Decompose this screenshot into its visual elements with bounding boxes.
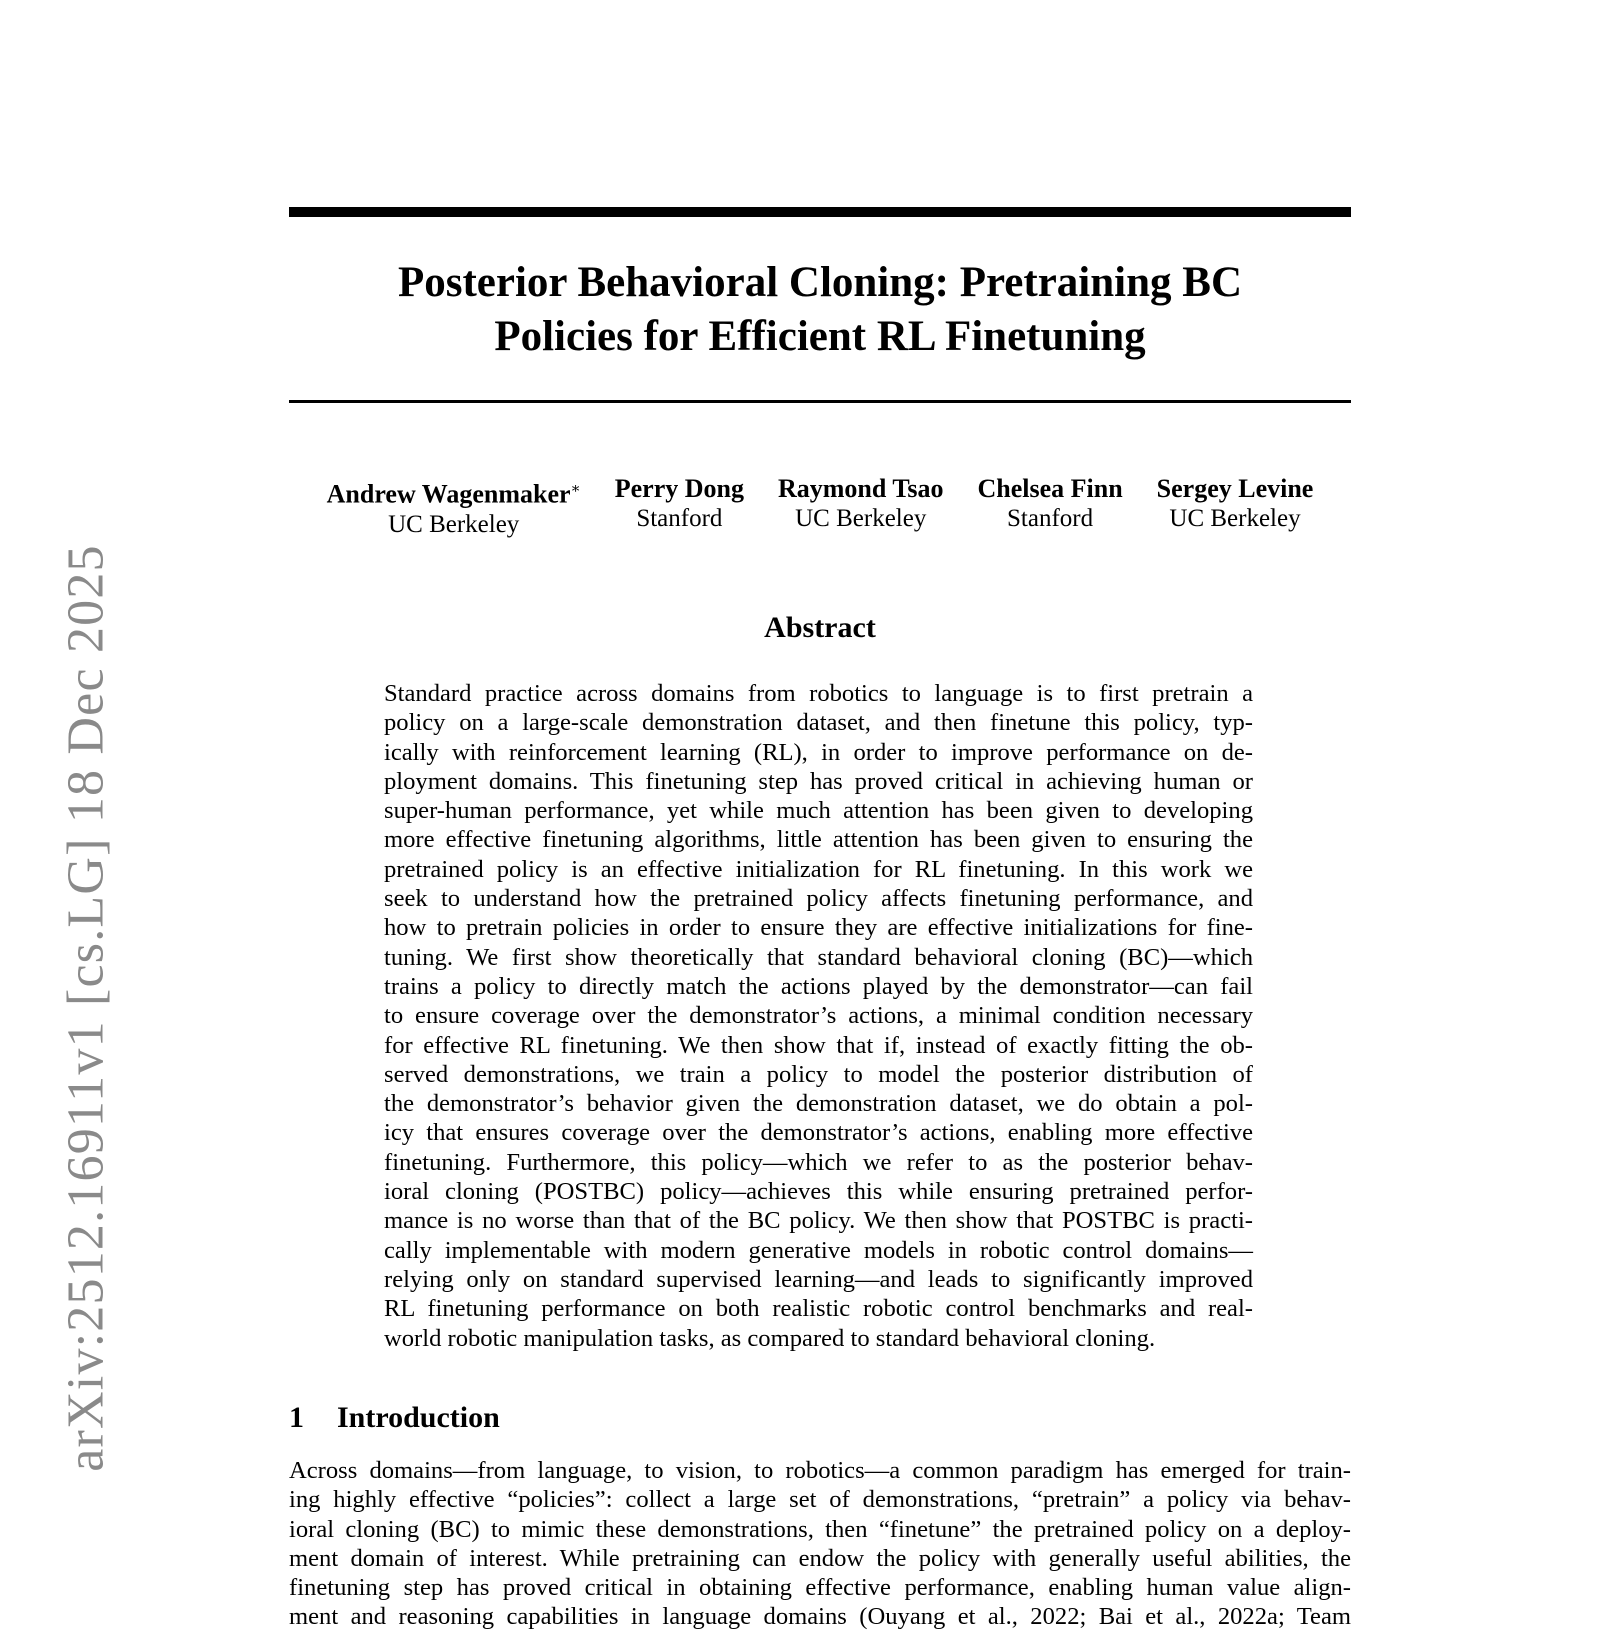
abstract-line: mance is no worse than that of the BC policy. We then show that POSTBC is practi- xyxy=(384,1207,1253,1235)
arxiv-identifier-stamp: arXiv:2512.16911v1 [cs.LG] 18 Dec 2025 xyxy=(57,544,115,1472)
author-affiliation: UC Berkeley xyxy=(795,505,927,532)
abstract-line: trains a policy to directly match the actions played by the demonstrator—can fail xyxy=(384,972,1253,1000)
author-name: Sergey Levine xyxy=(1156,474,1314,503)
abstract-line: ically with reinforcement learning (RL), in order to improve performance on de- xyxy=(384,738,1253,766)
body-line: ment and reasoning capabilities in language domains (Ouyang et al., 2022; Bai et al., 2022a; Team xyxy=(289,1603,1351,1631)
abstract-line: tuning. We first show theoretically that standard behavioral cloning (BC)—which xyxy=(384,943,1253,971)
author-block xyxy=(1157,474,1314,540)
abstract-line: seek to understand how the pretrained policy affects finetuning performance, and xyxy=(384,885,1253,913)
abstract-line: pretrained policy is an effective initialization for RL finetuning. In this work we xyxy=(384,855,1253,883)
abstract-line: for effective RL finetuning. We then show that if, instead of exactly fitting the ob- xyxy=(384,1031,1253,1059)
author-affiliation: UC Berkeley xyxy=(388,510,520,538)
abstract-line: world robotic manipulation tasks, as compared to standard behavioral cloning. xyxy=(384,1324,1156,1352)
author-name: Perry Dong xyxy=(614,474,744,503)
abstract-line: how to pretrain policies in order to ensure they are effective initializations for fine- xyxy=(384,914,1253,942)
author-affiliation: Stanford xyxy=(636,505,723,532)
author-footnote-mark: ∗ xyxy=(570,481,581,497)
abstract-line: relying only on standard supervised learning—and leads to significantly improved xyxy=(384,1265,1253,1293)
abstract-line: more effective finetuning algorithms, little attention has been given to ensuring the xyxy=(384,826,1253,854)
abstract-line: icy that ensures coverage over the demonstrator’s actions, enabling more effective xyxy=(384,1119,1253,1147)
abstract-line: ployment domains. This finetuning step has proved critical in achieving human or xyxy=(384,767,1253,795)
abstract-line: ioral cloning (POSTBC) policy—achieves this while ensuring pretrained perfor- xyxy=(384,1178,1253,1206)
author-name: Chelsea Finn xyxy=(977,474,1123,503)
author-block xyxy=(977,474,1122,540)
abstract-body xyxy=(384,679,1253,1353)
author-block xyxy=(778,474,943,540)
title-top-rule xyxy=(289,207,1351,217)
section-heading xyxy=(289,1400,500,1436)
abstract-line: to ensure coverage over the demonstrator’s actions, a minimal condition necessary xyxy=(384,1002,1253,1030)
abstract-line: policy on a large-scale demonstration dataset, and then finetune this policy, typ- xyxy=(384,709,1253,737)
paper-title xyxy=(289,256,1351,364)
abstract-line: super-human performance, yet while much attention has been given to developing xyxy=(384,797,1253,825)
author-block xyxy=(615,474,744,540)
body-line: ment domain of interest. While pretraining can endow the policy with generally useful abilities, the xyxy=(289,1544,1351,1572)
abstract-line: served demonstrations, we train a policy to model the posterior distribution of xyxy=(384,1060,1253,1088)
body-line: finetuning step has proved critical in obtaining effective performance, enabling human value align- xyxy=(289,1574,1351,1602)
introduction-body xyxy=(289,1456,1351,1632)
author-list xyxy=(289,474,1351,540)
title-bottom-rule xyxy=(289,400,1351,403)
section-number: 1 xyxy=(289,1401,304,1434)
abstract-line: Standard practice across domains from robotics to language is to first pretrain a xyxy=(384,680,1253,707)
abstract-heading: Abstract xyxy=(764,611,876,644)
abstract-line: finetuning. Furthermore, this policy—which we refer to as the posterior behav- xyxy=(384,1148,1253,1176)
author-affiliation: UC Berkeley xyxy=(1169,505,1301,532)
body-line: ing highly effective “policies”: collect a large set of demonstrations, “pretrain” a policy via behav- xyxy=(289,1486,1351,1514)
body-line: Across domains—from language, to vision, to robotics—a common paradigm has emerged for train- xyxy=(289,1457,1351,1484)
author-name: Raymond Tsao xyxy=(778,474,944,503)
abstract-line: cally implementable with modern generative models in robotic control domains— xyxy=(384,1236,1253,1264)
abstract-line: RL finetuning performance on both realistic robotic control benchmarks and real- xyxy=(384,1295,1253,1323)
author-name: Andrew Wagenmaker xyxy=(326,479,571,509)
body-line: ioral cloning (BC) to mimic these demonstrations, then “finetune” the pretrained policy on a deploy- xyxy=(289,1515,1351,1543)
title-line: Posterior Behavioral Cloning: Pretraining BC xyxy=(397,259,1243,306)
author-block xyxy=(327,474,581,540)
title-line: Policies for Efficient RL Finetuning xyxy=(494,313,1146,360)
author-affiliation: Stanford xyxy=(1007,505,1094,532)
section-title: Introduction xyxy=(337,1401,500,1434)
abstract-line: the demonstrator’s behavior given the demonstration dataset, we do obtain a pol- xyxy=(384,1090,1253,1118)
